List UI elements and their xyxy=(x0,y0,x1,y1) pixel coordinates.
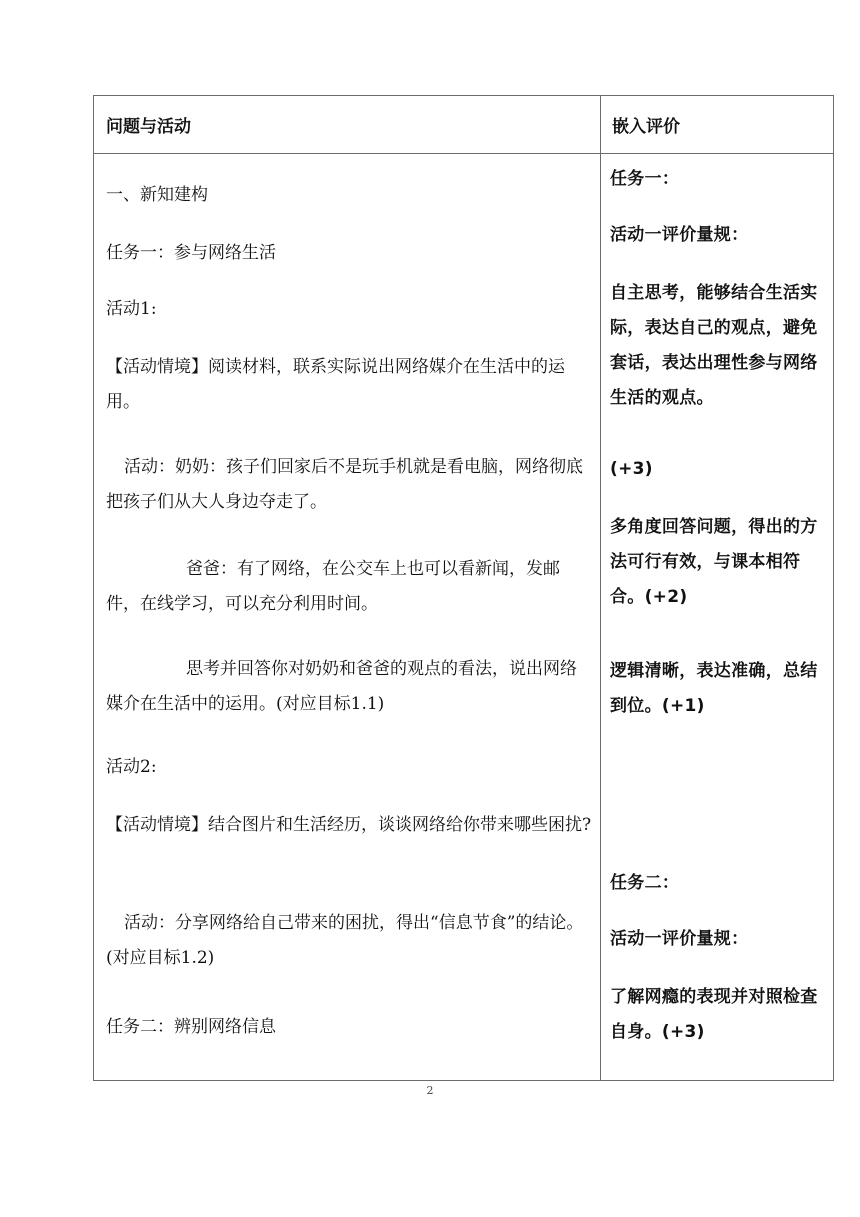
activity-one-question: 思考并回答你对奶奶和爸爸的观点的看法，说出网络媒介在生活中的运用。(对应目标1.1) xyxy=(106,659,577,714)
eval-task-one-title: 任务一： xyxy=(610,169,680,189)
eval-criterion-1-score: (+3) xyxy=(610,459,653,479)
activity-one-scenario: 【活动情境】阅读材料，联系实际说出网络媒介在生活中的运用。 xyxy=(106,357,565,412)
eval-criterion-3: 逻辑清晰，表达准确，总结到位。(+1) xyxy=(610,661,818,716)
eval-criterion-4: 了解网瘾的表现并对照检查自身。(+3) xyxy=(610,987,818,1042)
activity-one-dad: 爸爸：有了网络，在公交车上也可以看新闻，发邮件，在线学习，可以充分利用时间。 xyxy=(106,559,560,614)
header-questions-activities: 问题与活动 xyxy=(106,117,191,137)
eval-rubric-two-title: 活动一评价量规： xyxy=(610,929,749,949)
task-two-title: 任务二：辨别网络信息 xyxy=(106,1017,276,1037)
section-heading: 一、新知建构 xyxy=(106,185,208,205)
page-number: 2 xyxy=(426,1084,434,1097)
activity-one-label: 活动1: xyxy=(106,299,157,319)
task-one-title: 任务一：参与网络生活 xyxy=(106,243,276,263)
evaluation-table xyxy=(93,95,834,1081)
activity-two-label: 活动2: xyxy=(106,757,157,777)
eval-criterion-2: 多角度回答问题，得出的方法可行有效，与课本相符合。(+2) xyxy=(610,517,818,607)
column-divider xyxy=(600,96,601,1080)
eval-criterion-1: 自主思考，能够结合生活实际，表达自己的观点，避免套话，表达出理性参与网络生活的观点。 xyxy=(610,283,818,408)
header-row-divider xyxy=(94,153,833,154)
activity-two-scenario: 【活动情境】结合图片和生活经历，谈谈网络给你带来哪些困扰? xyxy=(106,815,592,835)
header-embedded-evaluation: 嵌入评价 xyxy=(612,117,680,137)
activity-two-description: 活动：分享网络给自己带来的困扰，得出“信息节食”的结论。(对应目标1.2) xyxy=(106,913,584,968)
eval-rubric-one-title: 活动一评价量规： xyxy=(610,225,749,245)
activity-one-grandma: 活动：奶奶：孩子们回家后不是玩手机就是看电脑，网络彻底把孩子们从大人身边夺走了。 xyxy=(106,457,583,512)
eval-task-two-title: 任务二： xyxy=(610,873,680,893)
